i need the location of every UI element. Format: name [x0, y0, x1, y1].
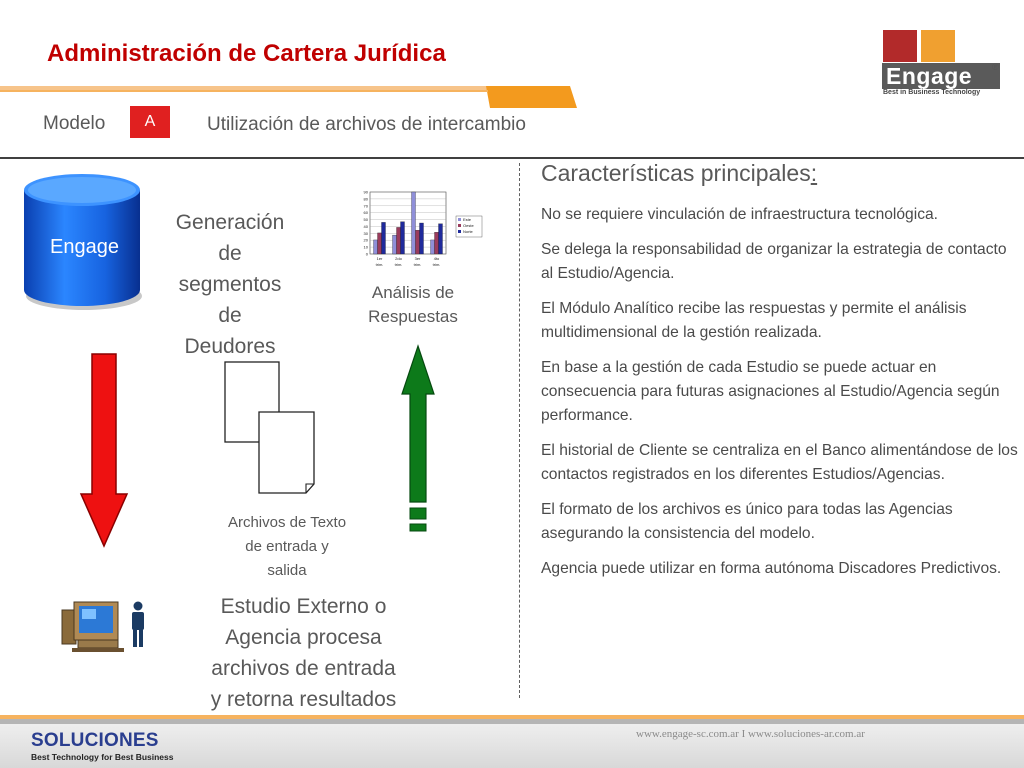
chart-bar [412, 192, 416, 254]
chart-category-label: trim. [413, 262, 422, 267]
chart-bar [393, 235, 397, 254]
external-agency-text [196, 591, 411, 715]
generation-line: Deudores [184, 335, 276, 358]
logo-tagline: Best in Business Technology [883, 89, 981, 96]
list-item: Se delega la responsabilidad de organizar la estrategia de contacto al Estudio/Agencia. [541, 241, 1007, 282]
chart-legend-label: Este [463, 217, 472, 222]
analysis-line: Análisis de [371, 283, 455, 302]
chart-ytick-label: 20 [363, 237, 368, 243]
computer-user-icon [58, 598, 152, 654]
characteristics-title-colon: : [810, 160, 818, 186]
external-line: archivos de entrada [211, 657, 396, 680]
chart-category-label: 1er [376, 256, 383, 261]
chart-bar [397, 227, 401, 254]
response-chart [356, 188, 488, 270]
chart-ytick-label: 60 [363, 210, 368, 216]
header-accent-bar [0, 86, 580, 110]
characteristics-list [541, 203, 1021, 592]
characteristics-title-text: Características principales [541, 160, 811, 186]
chart-category-label: trim. [375, 262, 384, 267]
header-divider [0, 157, 1024, 159]
chart-bar [439, 224, 443, 254]
chart-bar [374, 240, 378, 254]
generation-line: Generación [175, 211, 285, 234]
documents-icon [222, 360, 318, 496]
files-line: salida [267, 562, 307, 579]
chart-category-label: 3er [414, 256, 421, 261]
chart-ytick-label: 10 [363, 244, 368, 250]
chart-bar [431, 240, 435, 254]
column-divider [519, 163, 520, 698]
down-arrow-icon [79, 352, 129, 548]
list-item: El Módulo Analítico recibe las respuestas y permite el análisis multidimensional de la gestión realizada. [541, 300, 967, 341]
chart-legend-label: Norte [463, 229, 473, 234]
chart-ytick-label: 40 [363, 223, 368, 229]
external-line: y retorna resultados [210, 688, 397, 711]
chart-ytick-label: 80 [363, 196, 368, 202]
chart-bar [416, 230, 420, 254]
analysis-caption [350, 281, 476, 329]
chart-legend-swatch [458, 218, 461, 221]
model-badge: A [130, 106, 170, 138]
generation-text [160, 207, 300, 362]
chart-bar [378, 233, 382, 254]
generation-line: de [218, 304, 242, 327]
generation-line: segmentos [178, 273, 282, 296]
soluciones-tagline: Best Technology for Best Business [31, 752, 174, 762]
list-item: Agencia puede utilizar en forma autónoma Discadores Predictivos. [541, 560, 1002, 577]
chart-legend-label: Oeste [463, 223, 474, 228]
list-item: El formato de los archivos es único para todas las Agencias asegurando la consistencia del modelo. [541, 501, 953, 542]
slide-subtitle: Utilización de archivos de intercambio [207, 114, 526, 135]
up-arrow-icon [400, 344, 436, 534]
logo-registered: ® [992, 62, 999, 72]
chart-ytick-label: 30 [363, 230, 368, 236]
chart-ytick-label: 90 [363, 189, 368, 195]
chart-bar [420, 223, 424, 254]
chart-ytick-label: 70 [363, 203, 368, 209]
list-item: No se requiere vinculación de infraestructura tecnológica. [541, 206, 938, 223]
chart-ytick-label: 50 [363, 217, 368, 223]
characteristics-title [541, 160, 817, 187]
files-caption [205, 511, 369, 583]
list-item: El historial de Cliente se centraliza en el Banco alimentándose de los contactos registrados en los diferentes Estudios/Agencias. [541, 442, 1018, 483]
chart-bar [401, 222, 405, 254]
chart-category-label: trim. [394, 262, 403, 267]
model-label: Modelo [43, 113, 106, 134]
chart-legend-swatch [458, 224, 461, 227]
logo-word: Engage [882, 63, 1000, 89]
chart-bar [435, 232, 439, 254]
footer-urls[interactable]: www.engage-sc.com.ar I www.soluciones-ar.com.ar [636, 728, 865, 740]
external-line: Estudio Externo o [220, 595, 387, 618]
soluciones-logo: SOLUCIONES [31, 730, 159, 751]
external-line: Agencia procesa [225, 626, 382, 649]
generation-line: de [218, 242, 242, 265]
engage-logo [880, 28, 1004, 100]
chart-bar [382, 222, 386, 254]
database-label: Engage [50, 236, 119, 258]
chart-category-label: 2do [395, 256, 402, 261]
files-line: de entrada y [245, 538, 329, 555]
list-item: En base a la gestión de cada Estudio se puede actuar en consecuencia para futuras asignaciones al Estudio/Agencia según performance. [541, 359, 1000, 424]
chart-ytick-label: 0 [365, 251, 368, 257]
chart-category-label: 4to [433, 256, 440, 261]
chart-category-label: trim. [432, 262, 441, 267]
files-line: Archivos de Texto [227, 514, 347, 531]
page-title: Administración de Cartera Jurídica [47, 40, 446, 67]
chart-legend-swatch [458, 230, 461, 233]
analysis-line: Respuestas [368, 307, 458, 326]
